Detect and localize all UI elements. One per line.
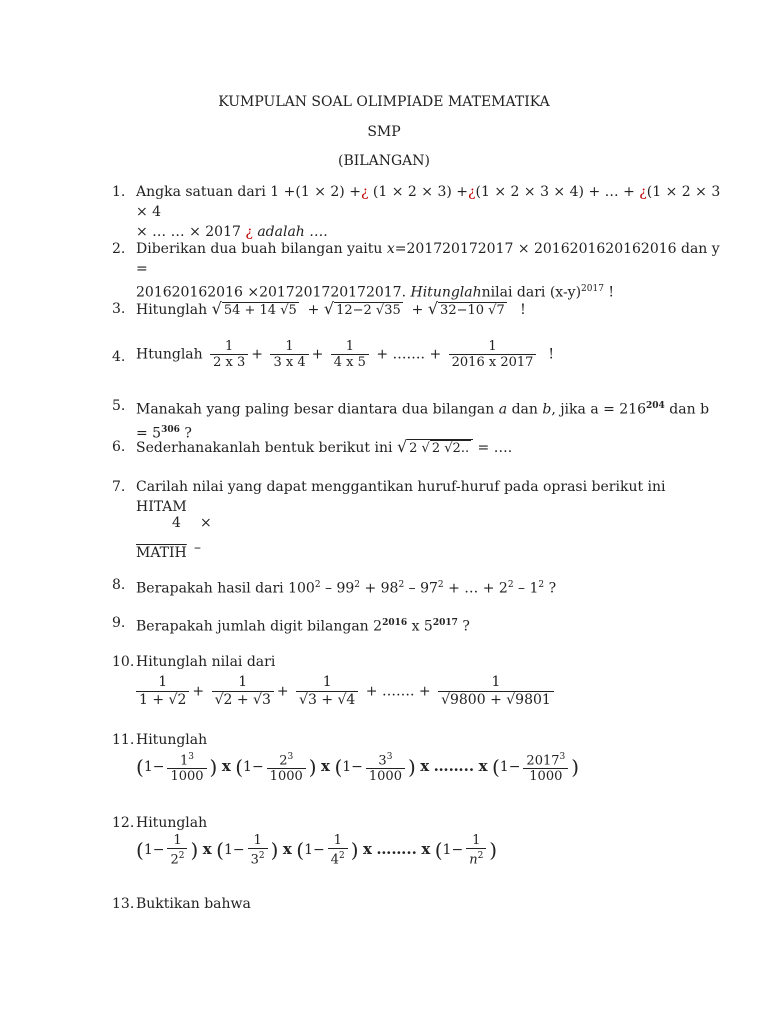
fraction: $\frac{2017^3}{1000}$ (523, 750, 568, 784)
times-sign: × (200, 515, 212, 531)
question-number: 3. (112, 301, 126, 317)
question-9: 9. Berapakah jumlah digit bilangan $2^{2016}$ x $5^{2017}$ ? (112, 615, 470, 635)
question-number: 10. (112, 654, 135, 670)
question-10: 10. Hitunglah nilai dari $\frac{1}{1 + √2}$ + $\frac{1}{√2 + √3}$ + $\frac{1}{√3 + √4}$ + ……. + $\frac{1}{√9800 + √9801}$ (112, 652, 722, 709)
fraction: $\frac{1}{1 + √2}$ (136, 674, 189, 709)
document-topic: (BILANGAN) (338, 153, 430, 169)
question-8: 8. Berapakah hasil dari $100^2 - 99^2 + 98^2 - 97^2$ + … + $2^2 - 1^2$ ? (112, 577, 557, 597)
question-6: 6. Sederhanakanlah bentuk berikut ini √ 2 √ 2 √2.. = …. (112, 437, 513, 456)
fraction: $\frac{1}{3 x 4}$ (270, 339, 308, 370)
question-5: 5. Manakah yang paling besar diantara dua bilangan a dan b, jika $a = 216^{204}$ dan $b = 5^{306}$ ? (112, 398, 710, 442)
fraction: $\frac{1}{2016 x 2017}$ (449, 339, 537, 370)
result-dash: – (194, 540, 201, 556)
question-number: 4. (112, 349, 126, 365)
result-word: MATIH (136, 545, 187, 561)
fraction: $\frac{1}{4^2}$ (328, 833, 348, 867)
question-number: 9. (112, 615, 126, 631)
question-12: 12. Hitunglah (1− $\frac{1}{2^2}$ ) x (1− $\frac{1}{3^2}$ ) x (1− $\frac{1}{4^2}$ ) x …….. x (1− $\frac{1}{n^2}$ ) (112, 815, 498, 868)
question-number: 8. (112, 577, 126, 593)
fraction: $\frac{3^3}{1000}$ (366, 750, 405, 784)
question-number: 1. (112, 184, 126, 200)
question-number: 6. (112, 439, 126, 455)
question-number: 12. (112, 815, 135, 831)
fraction: $\frac{1}{√9800 + √9801}$ (438, 674, 554, 709)
fraction: $\frac{2^3}{1000}$ (267, 750, 306, 784)
fraction: $\frac{1}{√2 + √3}$ (212, 674, 274, 709)
question-11: 11. Hitunglah (1− $\frac{1^3}{1000}$ ) x (1− $\frac{2^3}{1000}$ ) x (1− $\frac{3^3}{1000}$ ) x …….. x (1− $\frac{2017^3}{1000}$ ) (112, 732, 580, 785)
question-4: 4. Htunglah $\frac{1}{2 x 3}$ + $\frac{1}{3 x 4}$ + $\frac{1}{4 x 5}$ + ……. + $\frac{1}{2016 x 2017}$ ! (112, 339, 554, 370)
question-number: 13. (112, 896, 135, 912)
question-number: 5. (112, 398, 126, 414)
question-number: 11. (112, 732, 135, 748)
multiplier: 4 (172, 515, 181, 531)
fraction: $\frac{1}{2 x 3}$ (210, 339, 248, 370)
question-7: 7. Carilah nilai yang dapat menggantikan huruf-huruf pada oprasi berikut ini HITAM (112, 479, 666, 515)
fraction: $\frac{1}{n^2}$ (466, 833, 486, 867)
question-number: 7. (112, 479, 126, 495)
fraction: $\frac{1}{3^2}$ (248, 833, 268, 867)
document-title: KUMPULAN SOAL OLIMPIADE MATEMATIKA (218, 94, 550, 110)
question-2: 2. Diberikan dua buah bilangan yaitu x=201720172017 × 2016201620162016 dan y = 201620162016 ×2017201720172017. Hitunglahnilai dari $(x-y)^{2017}$ ! (112, 241, 720, 301)
fraction: $\frac{1}{√3 + √4}$ (296, 674, 358, 709)
fraction: $\frac{1}{2^2}$ (167, 833, 187, 867)
fraction: $\frac{1^3}{1000}$ (167, 750, 206, 784)
question-1: 1. Angka satuan dari 1 +(1 × 2) +¿ (1 × 2 × 3) +¿(1 × 2 × 3 × 4) + … + ¿(1 × 2 × 3 × 4 × … … × 2017 ¿ adalah …. (112, 184, 721, 240)
fraction: $\frac{1}{4 x 5}$ (331, 339, 369, 370)
document-level: SMP (367, 124, 401, 140)
question-3: 3. Hitunglah √ 54 + 14 √5 + √ 12−2 √35 + √ 32−10 √7 ! (112, 299, 526, 318)
question-13: 13. Buktikan bahwa (112, 896, 251, 912)
question-number: 2. (112, 241, 126, 257)
